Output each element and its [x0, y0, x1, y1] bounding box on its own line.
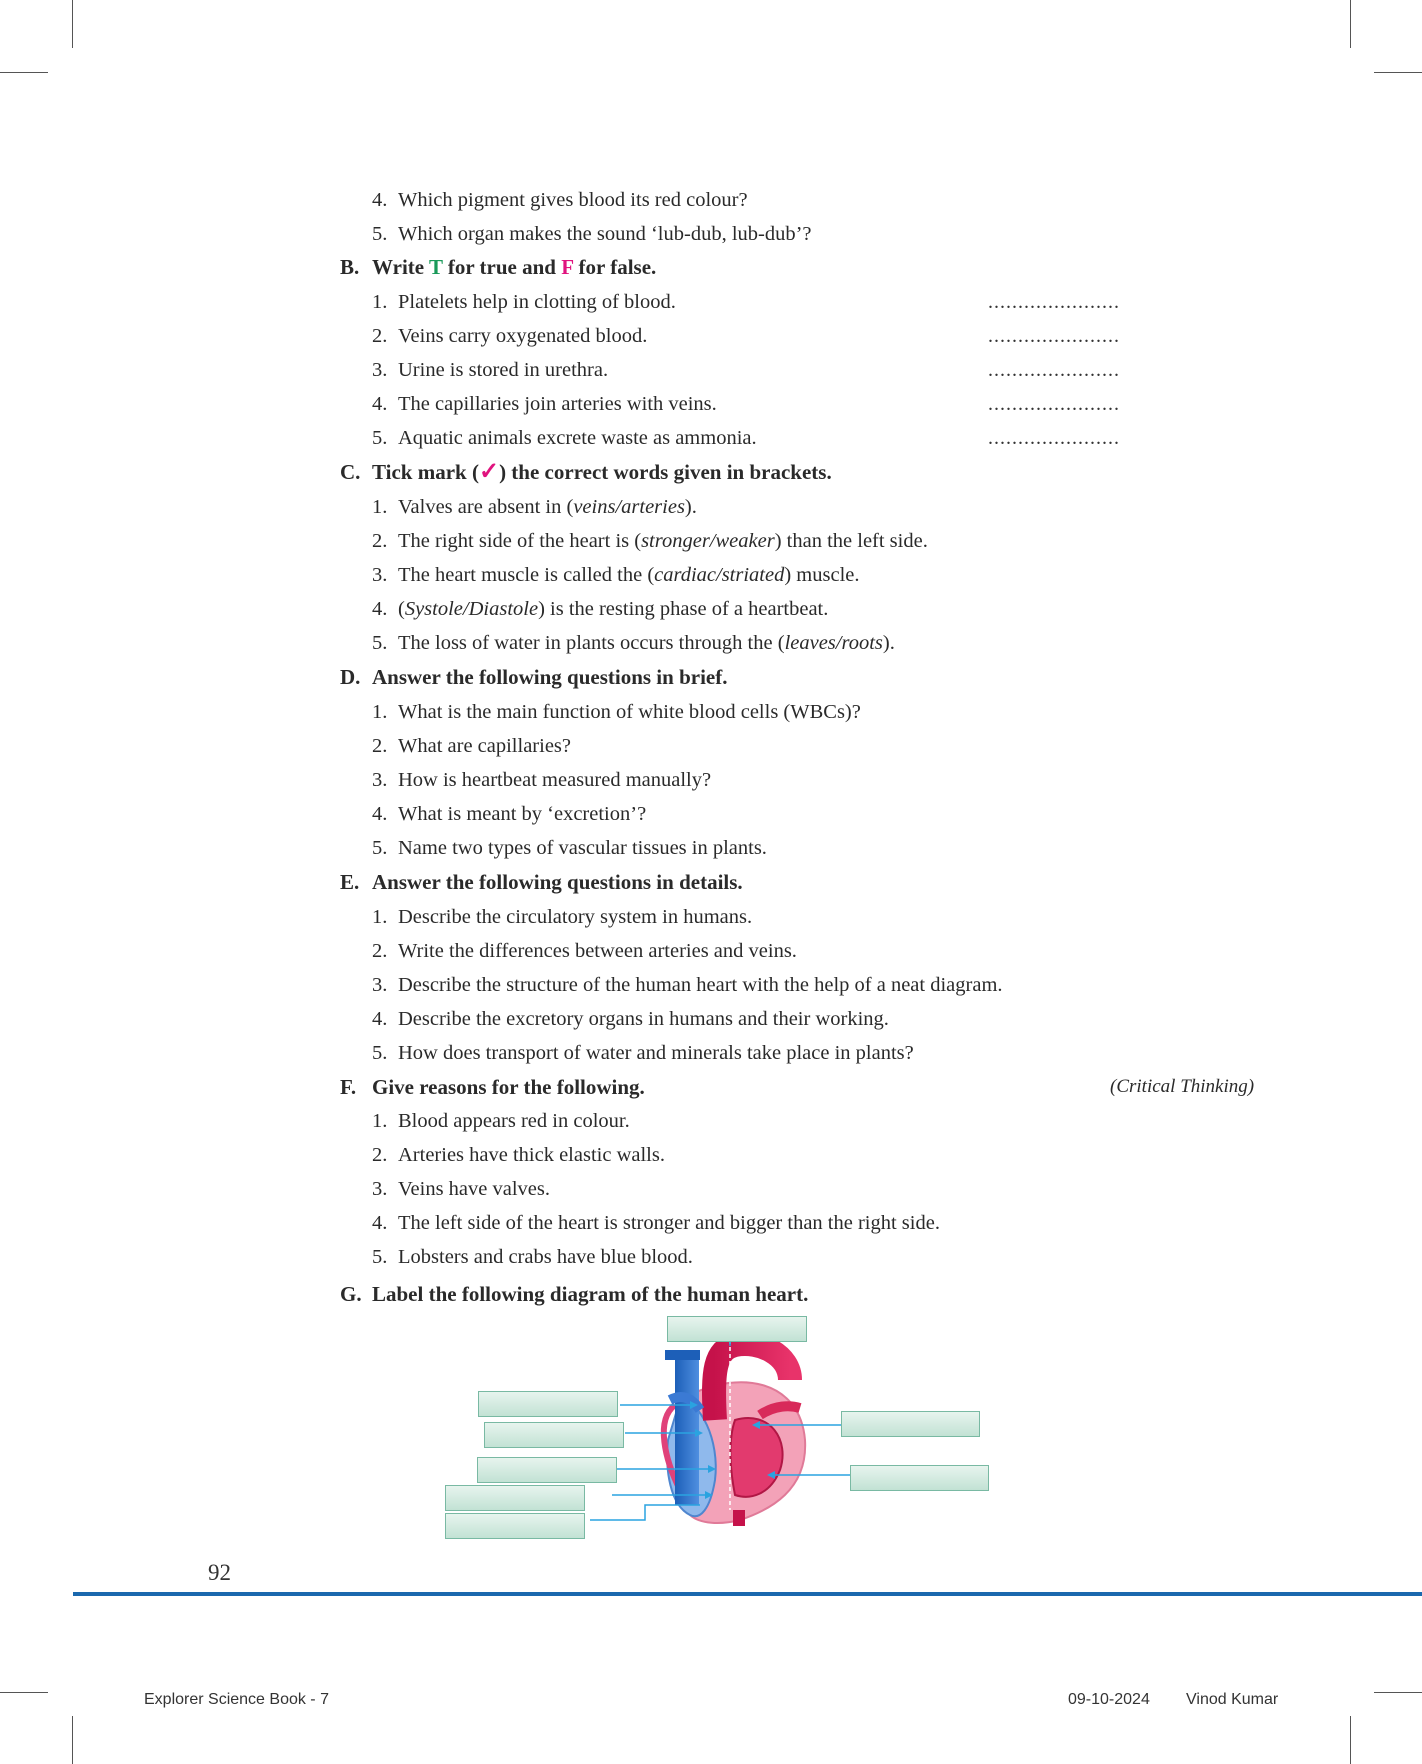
- answer-blank[interactable]: ......................: [988, 359, 1120, 381]
- section-heading-f: F. Give reasons for the following.: [340, 1075, 645, 1099]
- page-number: 92: [208, 1560, 231, 1585]
- question-item: 1. Platelets help in clotting of blood.: [372, 291, 676, 313]
- question-item: 2. What are capillaries?: [372, 735, 571, 757]
- heart-label-box[interactable]: [841, 1411, 980, 1437]
- tick-icon: ✓: [478, 459, 500, 485]
- heart-label-box[interactable]: [477, 1457, 617, 1483]
- question-item: 1. Blood appears red in colour.: [372, 1110, 630, 1132]
- footer-book-title: Explorer Science Book - 7: [144, 1691, 329, 1708]
- section-heading-b: B. Write T for true and F for false.: [340, 255, 657, 279]
- footer-date: 09-10-2024: [1068, 1691, 1150, 1708]
- heart-label-box[interactable]: [445, 1513, 585, 1539]
- crop-mark: [0, 1692, 48, 1693]
- question-item: 1. Describe the circulatory system in humans.: [372, 906, 753, 928]
- question-item: 5. Aquatic animals excrete waste as ammonia.: [372, 427, 757, 449]
- answer-blank[interactable]: ......................: [988, 325, 1120, 347]
- crop-mark: [1374, 1692, 1422, 1693]
- critical-thinking-tag: (Critical Thinking): [1110, 1076, 1255, 1097]
- footer-author: Vinod Kumar: [1186, 1691, 1279, 1708]
- crop-mark: [1350, 1716, 1351, 1764]
- section-heading-c: C. Tick mark (✓) the correct words given in brackets.: [340, 459, 832, 485]
- question-item: 5. How does transport of water and minerals take place in plants?: [372, 1042, 914, 1064]
- question-item: 3. How is heartbeat measured manually?: [372, 769, 712, 791]
- crop-mark: [1374, 72, 1422, 73]
- question-item: 4. The left side of the heart is stronger and bigger than the right side.: [372, 1212, 940, 1234]
- section-heading-g: G. Label the following diagram of the human heart.: [340, 1282, 809, 1306]
- heart-label-box[interactable]: [484, 1422, 624, 1448]
- heart-label-box[interactable]: [850, 1465, 989, 1491]
- section-heading-d: D. Answer the following questions in brief.: [340, 665, 728, 689]
- question-item: 4. (Systole/Diastole) is the resting phase of a heartbeat.: [372, 598, 829, 620]
- question-item: 3. Veins have valves.: [372, 1178, 550, 1200]
- question-item: 1. Valves are absent in (veins/arteries).: [372, 496, 697, 518]
- answer-blank[interactable]: ......................: [988, 427, 1120, 449]
- crop-mark: [0, 72, 48, 73]
- question-item: 3. Describe the structure of the human heart with the help of a neat diagram.: [372, 974, 1003, 996]
- question-item: 5. Which organ makes the sound ‘lub-dub, lub-dub’?: [372, 223, 812, 245]
- question-item: 5. Name two types of vascular tissues in plants.: [372, 837, 767, 859]
- section-heading-e: E. Answer the following questions in details.: [340, 870, 743, 894]
- question-item: 2. Write the differences between arteries and veins.: [372, 940, 797, 962]
- crop-mark: [1350, 0, 1351, 48]
- answer-blank[interactable]: ......................: [988, 393, 1120, 415]
- question-item: 5. Lobsters and crabs have blue blood.: [372, 1246, 693, 1268]
- question-item: 3. The heart muscle is called the (cardiac/striated) muscle.: [372, 564, 860, 586]
- question-item: 1. What is the main function of white blood cells (WBCs)?: [372, 701, 861, 723]
- question-item: 2. Arteries have thick elastic walls.: [372, 1144, 665, 1166]
- question-item: 4. The capillaries join arteries with veins.: [372, 393, 717, 415]
- question-item: 2. Veins carry oxygenated blood.: [372, 325, 648, 347]
- question-item: 4. Which pigment gives blood its red colour?: [372, 189, 748, 211]
- heart-label-box[interactable]: [478, 1391, 618, 1417]
- question-item: 4. What is meant by ‘excretion’?: [372, 803, 647, 825]
- question-item: 3. Urine is stored in urethra.: [372, 359, 609, 381]
- heart-label-box[interactable]: [667, 1316, 807, 1342]
- question-item: 4. Describe the excretory organs in humans and their working.: [372, 1008, 889, 1030]
- question-item: 5. The loss of water in plants occurs through the (leaves/roots).: [372, 632, 895, 654]
- crop-mark: [72, 1716, 73, 1764]
- crop-mark: [72, 0, 73, 48]
- question-item: 2. The right side of the heart is (stronger/weaker) than the left side.: [372, 530, 928, 552]
- heart-label-box[interactable]: [445, 1485, 585, 1511]
- answer-blank[interactable]: ......................: [988, 291, 1120, 313]
- footer-rule: [73, 1592, 1422, 1596]
